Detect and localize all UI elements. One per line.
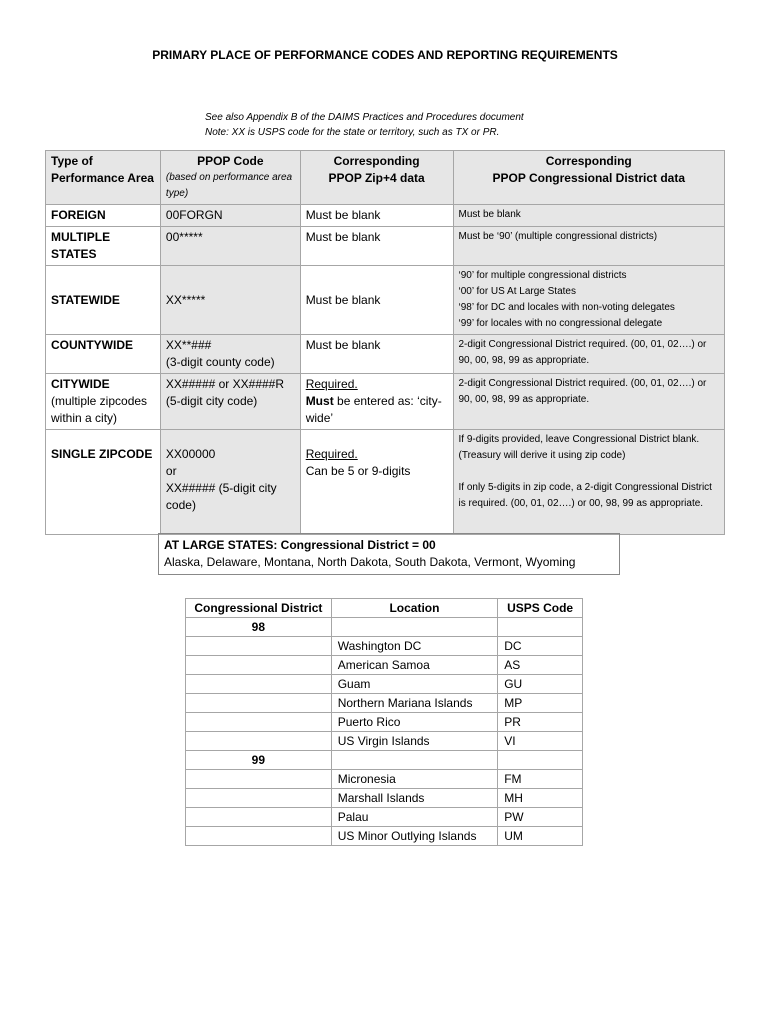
at-large-box	[158, 533, 620, 575]
district-group-99: 99	[186, 751, 583, 770]
at-large-heading: AT LARGE STATES: Congressional District = 00	[164, 538, 436, 552]
table-row: Marshall Islands MH	[186, 789, 583, 808]
row-statewide: STATEWIDE XX***** Must be blank ‘90’ for multiple congressional districts ‘00’ for US At Large States ‘98’ for DC and locales with non-voting delegates ‘99’ for locales with no congressional delegate	[46, 266, 725, 335]
row-foreign: FOREIGN 00FORGN Must be blank Must be blank	[46, 205, 725, 227]
header-zip: Corresponding PPOP Zip+4 data	[300, 151, 453, 205]
district-table	[185, 598, 583, 846]
header-district: Corresponding PPOP Congressional District data	[453, 151, 725, 205]
table-row: Washington DC DC	[186, 637, 583, 656]
table-row: American Samoa AS	[186, 656, 583, 675]
table-row: Puerto Rico PR	[186, 713, 583, 732]
notes	[205, 110, 524, 140]
table-header-row	[46, 151, 725, 205]
statewide-district-cell: ‘90’ for multiple congressional districts ‘00’ for US At Large States ‘98’ for DC and locales with non-voting delegates ‘99’ for locales with no congressional delegate	[453, 266, 725, 335]
table-row: US Virgin Islands VI	[186, 732, 583, 751]
table-row: Micronesia FM	[186, 770, 583, 789]
note-xx: Note: XX is USPS code for the state or territory, such as TX or PR.	[205, 127, 500, 138]
district-header-row: Congressional District Location USPS Code	[186, 599, 583, 618]
note-appendix: See also Appendix B of the DAIMS Practices and Procedures document	[205, 112, 524, 123]
table-row: US Minor Outlying Islands UM	[186, 827, 583, 846]
table-row: Guam GU	[186, 675, 583, 694]
header-ppop-code: PPOP Code (based on performance area type)	[160, 151, 300, 205]
page-title: PRIMARY PLACE OF PERFORMANCE CODES AND REPORTING REQUIREMENTS	[152, 48, 618, 62]
ppop-table	[45, 150, 725, 535]
at-large-states: Alaska, Delaware, Montana, North Dakota, South Dakota, Vermont, Wyoming	[164, 555, 576, 569]
row-citywide: CITYWIDE (multiple zipcodes within a city) XX##### or XX####R (5-digit city code) Required. Must be entered as: ‘city-wide’ 2-digit Congressional District required. (00, 01, 02….) or 90, 00, 98, 99 as appropriate.	[46, 374, 725, 430]
row-countywide: COUNTYWIDE XX**### (3-digit county code) Must be blank 2-digit Congressional District required. (00, 01, 02….) or 90, 00, 98, 99 as appropriate.	[46, 335, 725, 374]
row-single-zipcode: SINGLE ZIPCODE XX00000 or XX##### (5-digit city code) Required. Can be 5 or 9-digits If 9-digits provided, leave Congressional District blank. (Treasury will derive it using zip code) If only 5-digits in zip code, a 2-digit Congressional District is required. (00, 01, 02….) or 00, 98, 99 as appropriate.	[46, 430, 725, 535]
table-row: Palau PW	[186, 808, 583, 827]
row-multiple-states: MULTIPLE STATES 00***** Must be blank Must be ‘90’ (multiple congressional districts)	[46, 227, 725, 266]
header-type: Type of Performance Area	[46, 151, 161, 205]
district-group-98: 98	[186, 618, 583, 637]
table-row: Northern Mariana Islands MP	[186, 694, 583, 713]
